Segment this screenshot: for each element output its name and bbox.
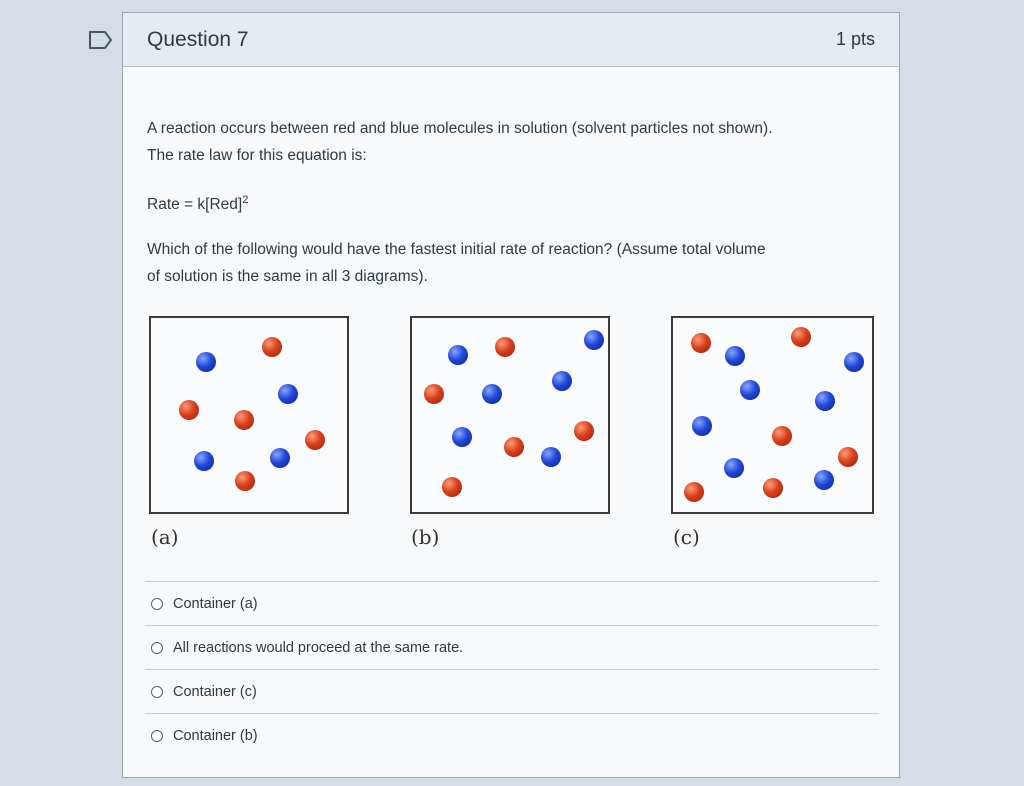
blue-molecule [844,352,864,372]
blue-molecule [552,371,572,391]
red-molecule [772,426,792,446]
red-molecule [691,333,711,353]
option-label: Container (c) [173,683,257,700]
diagram-label-b: (b) [411,525,440,550]
red-molecule [838,447,858,467]
radio-button[interactable] [151,730,163,742]
flag-icon[interactable] [88,30,114,50]
question-title: Question 7 [147,27,249,51]
red-molecule [442,477,462,497]
question-points: 1 pts [835,29,875,49]
red-molecule [234,410,254,430]
question-prompt-line2: of solution is the same in all 3 diagrams). [147,268,428,286]
blue-molecule [482,384,502,404]
red-molecule [179,400,199,420]
diagram-label-c: (c) [673,525,700,550]
blue-molecule [814,470,834,490]
diagram-label-a: (a) [151,525,179,550]
blue-molecule [724,458,744,478]
option-container-b[interactable] [145,713,879,757]
blue-molecule [270,448,290,468]
container-b-diagram [410,316,610,514]
blue-molecule [815,391,835,411]
question-prompt-line1: Which of the following would have the fastest initial rate of reaction? (Assume total volume [147,241,766,259]
red-molecule [763,478,783,498]
question-body [123,67,899,552]
radio-button[interactable] [151,686,163,698]
rate-exponent: 2 [242,194,249,206]
blue-molecule [278,384,298,404]
option-container-a[interactable] [145,581,879,625]
blue-molecule [692,416,712,436]
diagrams [147,302,875,552]
option-label: All reactions would proceed at the same rate. [173,639,464,656]
question-card [122,12,900,778]
red-molecule [504,437,524,457]
blue-molecule [448,345,468,365]
red-molecule [574,421,594,441]
question-header [123,13,899,67]
question-text-line2: The rate law for this equation is: [147,147,367,164]
blue-molecule [740,380,760,400]
blue-molecule [584,330,604,350]
red-molecule [262,337,282,357]
radio-button[interactable] [151,642,163,654]
option-label: Container (a) [173,595,258,612]
option-container-c[interactable] [145,669,879,713]
red-molecule [684,482,704,502]
red-molecule [305,430,325,450]
option-label: Container (b) [173,727,258,744]
red-molecule [791,327,811,347]
red-molecule [235,471,255,491]
red-molecule [424,384,444,404]
container-a-diagram [149,316,349,514]
blue-molecule [196,352,216,372]
radio-button[interactable] [151,598,163,610]
red-molecule [495,337,515,357]
blue-molecule [725,346,745,366]
container-c-diagram [671,316,874,514]
blue-molecule [452,427,472,447]
question-text-line1: A reaction occurs between red and blue molecules in solution (solvent particles not shown). [147,120,773,137]
blue-molecule [194,451,214,471]
option-same-rate[interactable] [145,625,879,669]
answer-options [145,581,879,757]
blue-molecule [541,447,561,467]
rate-law: Rate = k[Red]$^2$ [147,194,249,214]
